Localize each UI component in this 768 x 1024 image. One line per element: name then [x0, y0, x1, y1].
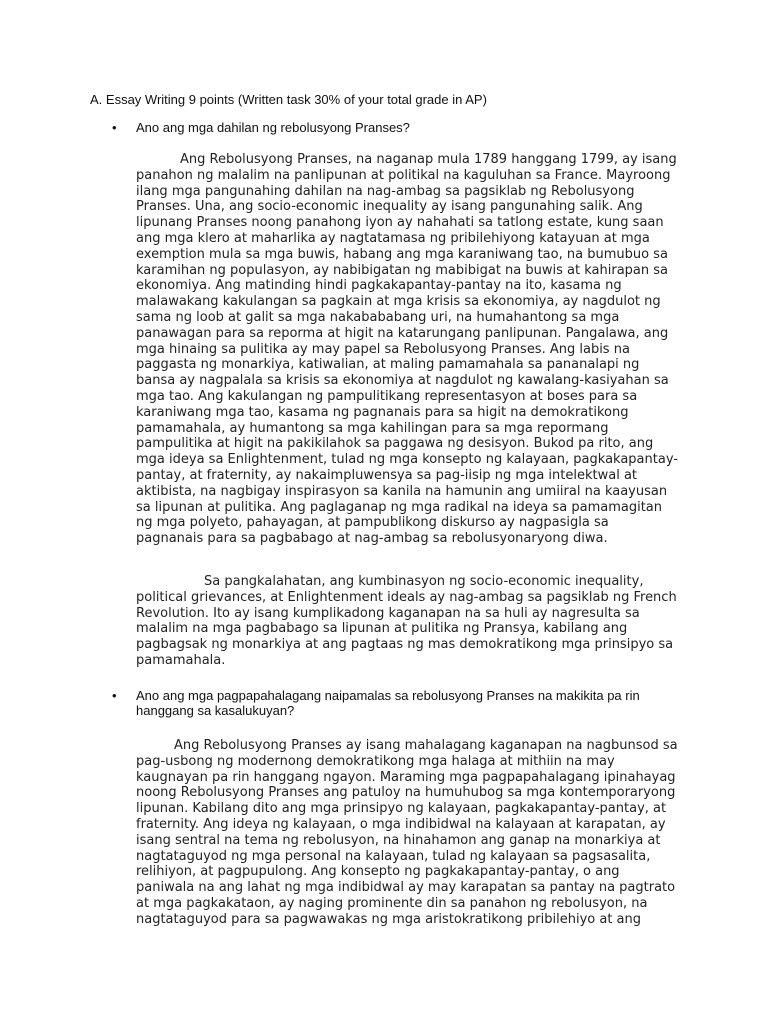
answer-paragraph	[136, 574, 678, 669]
question-text: Ano ang mga pagpapahalagang naipamalas sa rebolusyong Pranses na makikita pa rin hanggang sa kasalukuyan?	[136, 688, 640, 718]
paragraph-text: Sa pangkalahatan, ang kumbinasyon ng socio-economic inequality, political grievances, at Enlightenment ideals ay nag-ambag sa pagsiklab ng French Revolution. Ito ay isang kumplikadong kaganapan na sa huli ay nagresulta sa malalim na mga pagbabago sa lipunan at pulitika ng Pransya, kabilang ang pagbagsak ng monarkiya at ang pagtaas ng mas demokratikong mga prinsipyo sa pamamahala.	[136, 574, 677, 668]
bullet-icon: •	[112, 688, 117, 703]
question-text: Ano ang mga dahilan ng rebolusyong Pranses?	[136, 120, 410, 135]
question-item-1	[112, 120, 692, 135]
paragraph-text: Ang Rebolusyong Pranses, na naganap mula 1789 hanggang 1799, ay isang panahon ng malalim na panlipunan at politikal na kaguluhan sa France. Mayroong ilang mga pangunahing dahilan na nag-ambag sa pagsiklab ng Rebolusyong Pranses. Una, ang socio-economic inequality ay isang pangunahing salik. Ang lipunang Pranses noong panahong iyon ay nahahati sa tatlong estate, kung saan ang mga klero at maharlika ay nagtatamasa ng pribilehiyong katayuan at mga exemption mula sa mga buwis, habang ang mga karaniwang tao, na bumubuo sa karamihan ng populasyon, ay nabibigatan ng mabibigat na buwis at kahirapan sa ekonomiya. Ang matinding hindi pagkakapantay-pantay na ito, kasama ng malawakang kakulangan sa pagkain at mga krisis sa ekonomiya, ay nagdulot ng sama ng loob at galit sa mga nakabababang uri, na humahantong sa mga panawagan para sa reporma at higit na katarungang panlipunan. Pangalawa, ang mga hinaing sa pulitika ay may papel sa Rebolusyong Pranses. Ang labis na paggasta ng monarkiya, katiwalian, at maling pamamahala sa pananalapi ng bansa ay nagpalala sa krisis sa ekonomiya at nagdulot ng kawalang-kasiyahan sa mga tao. Ang kakulangan ng pampulitikang representasyon at boses para sa karaniwang mga tao, kasama ng pagnanais para sa higit na demokratikong pamamahala, ay humantong sa mga kahilingan para sa mga repormang pampulitika at higit na pakikilahok sa paggawa ng desisyon. Bukod pa rito, ang mga ideya sa Enlightenment, tulad ng mga konsepto ng kalayaan, pagkakapantay-pantay, at fraternity, ay nakaimpluwensya sa pag-iisip ng mga intelektwal at aktibista, na nagbigay inspirasyon sa kanila na hamunin ang umiiral na kaayusan sa lipunan at pulitika. Ang paglaganap ng mga radikal na ideya sa pamamagitan ng mga polyeto, pahayagan, at pampublikong diskurso ay nagpasigla sa pagnanais para sa pagbabago at nag-ambag sa rebolusyonaryong diwa.	[136, 152, 678, 547]
question-item-2	[112, 688, 692, 718]
answer-paragraph	[136, 152, 678, 547]
bullet-icon: •	[112, 120, 117, 135]
answer-paragraph	[136, 738, 678, 928]
section-heading: A. Essay Writing 9 points (Written task 30% of your total grade in AP)	[90, 92, 487, 107]
paragraph-text: Ang Rebolusyong Pranses ay isang mahalagang kaganapan na nagbunsod sa pag-usbong ng modernong demokratikong mga halaga at mithiin na may kaugnayan pa rin hanggang ngayon. Maraming mga pagpapahalagang ipinahayag noong Rebolusyong Pranses ang patuloy na humuhubog sa mga kontemporaryong lipunan. Kabilang dito ang mga prinsipyo ng kalayaan, pagkakapantay-pantay, at fraternity. Ang ideya ng kalayaan, o mga indibidwal na kalayaan at karapatan, ay isang sentral na tema ng rebolusyon, na hinahamon ang ganap na monarkiya at nagtataguyod ng mga personal na kalayaan, tulad ng kalayaan sa pagsasalita, relihiyon, at pagpupulong. Ang konsepto ng pagkakapantay-pantay, o ang paniwala na ang lahat ng mga indibidwal ay may karapatan sa pantay na pagtrato at mga pagkakataon, ay naging prominente din sa panahon ng rebolusyon, na nagtataguyod para sa pagwawakas ng mga aristokratikong pribilehiyo at ang	[136, 738, 678, 927]
